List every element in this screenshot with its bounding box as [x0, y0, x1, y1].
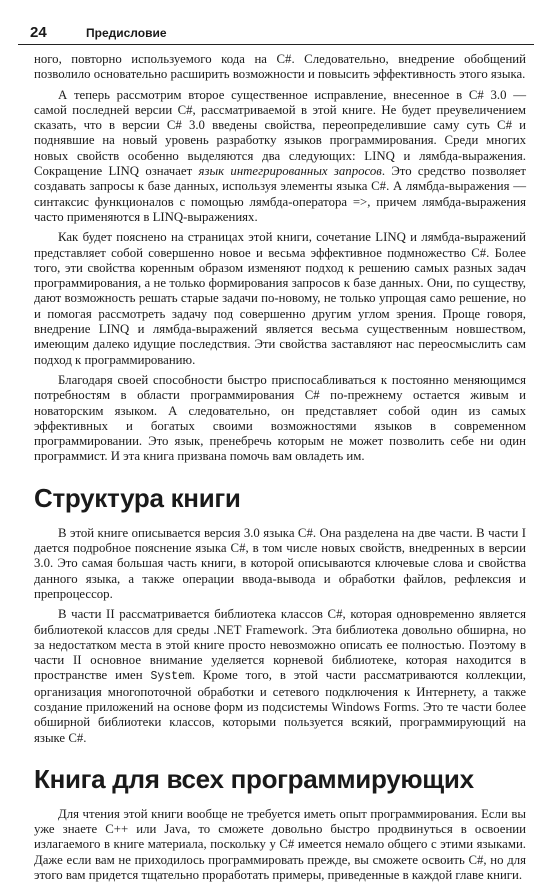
paragraph-structure-part1: В этой книге описывается версия 3.0 языка C#. Она разделена на две части. В части I дается подробное пояснение языка C#, в том числе новых свойств, внедренных в версии 3.0. Это самая большая часть книги, в которой описываются ключевые слова и свойства данного языка, а также операции ввода-вывода и обработки файлов, рефлексия и препроцессор.: [34, 525, 526, 601]
running-head: [18, 22, 534, 45]
linq-definition: язык интегрированных запросов: [198, 164, 382, 179]
page-content: [34, 52, 526, 888]
namespace-code: System: [150, 670, 192, 684]
section-heading-structure: Структура книги: [34, 482, 241, 513]
paragraph-csharp3: [34, 88, 526, 226]
section-heading-audience: Книга для всех программирующих: [34, 763, 474, 794]
paragraph-continuation: ного, повторно используемого кода на C#. Следовательно, внедрение обобщений позволило основательно расширить возможности и повысить эффективность этого языка.: [34, 52, 526, 82]
paragraph-csharp3-text-a: А теперь рассмотрим второе существенное исправление, внесенное в C# 3.0 — самой последней версии C#, рассматриваемой в этой книге. Не будет преувеличением сказать, что в версии C# 3.0 введены свойства, переопределившие саму суть C# и поднявшие на новый уровень разработку языков программирования. Среди многих новых свойств особенно выделяются два следующих: LINQ и лямбда-выражения. Сокращение LINQ означает: [34, 87, 526, 179]
paragraph-linq-lambda: Как будет пояснено на страницах этой книги, сочетание LINQ и лямбда-выражений представляет собой совершенно новое и весьма эффективное подмножество C#. Более того, эти свойства коренным образом изменяют подход к решению самых разных задач программирования, а не только формирования запросов к базе данных. Они, по существу, дают возможность решать старые задачи по-новому, не только упрощая само решение, но и помогая рассмотреть задачу под совершенно другим углом зрения. Проще говоря, внедрение LINQ и лямбда-выражений является весьма существенным новшеством, имеющим далеко идущие последствия. Эти свойства заставляют нас переосмыслить сам подход к программированию.: [34, 230, 526, 367]
paragraph-structure-part2-text-a: В части II рассматривается библиотека классов C#, которая одновременно является библиотекой классов для среды .NET Framework. Эта библиотека довольно обширна, но за недостатком места в этой книге просто невозможно описать ее полностью. Поэтому в части II основное внимание уделяется корневой библиотеке, которая находится в пространстве имен: [34, 607, 526, 683]
paragraph-structure-part2: [34, 607, 526, 746]
paragraph-adaptability: Благодаря своей способности быстро приспосабливаться к постоянно меняющимся потребностям в области программирования C# по-прежнему остается живым и новаторским языком. А следовательно, он представляет собой один из самых эффективных и богатых своими возможностями языков в современном программировании. Это язык, пренебречь которым не может позволить себе ни один программист. И эта книга призвана помочь вам овладеть им.: [34, 372, 526, 464]
paragraph-structure-part2-text-b: . Кроме того, в этой части рассматриваются коллекции, организация многопоточной обработки и сетевого подключения к Интернету, а также создание приложений на основе форм из подсистемы Windows Forms. Это те части более обширной библиотеки классов, которыми пользуется всякий, программирующий на языке C#.: [34, 668, 526, 745]
page-number: 24: [30, 24, 47, 41]
paragraph-csharp3-text-b: . Это средство позволяет создавать запросы к базе данных, используя элементы языка C#. А лямбда-выражения — синтаксис функционалов с помощью лямбда-оператора =>, причем лямбда-выражения часто применяются в LINQ-выражениях.: [34, 164, 526, 224]
paragraph-audience: Для чтения этой книги вообще не требуется иметь опыт программирования. Если вы уже знаете C++ или Java, то сможете довольно быстро продвинуться в освоении излагаемого в книге материала, поскольку у C# имеется немало общего с этими языками. Даже если вам не приходилось программировать прежде, вы сможете освоить C#, но для этого вам придется тщательно проработать примеры, приведенные в каждой главе книги.: [34, 806, 526, 883]
running-title: Предисловие: [86, 26, 167, 40]
